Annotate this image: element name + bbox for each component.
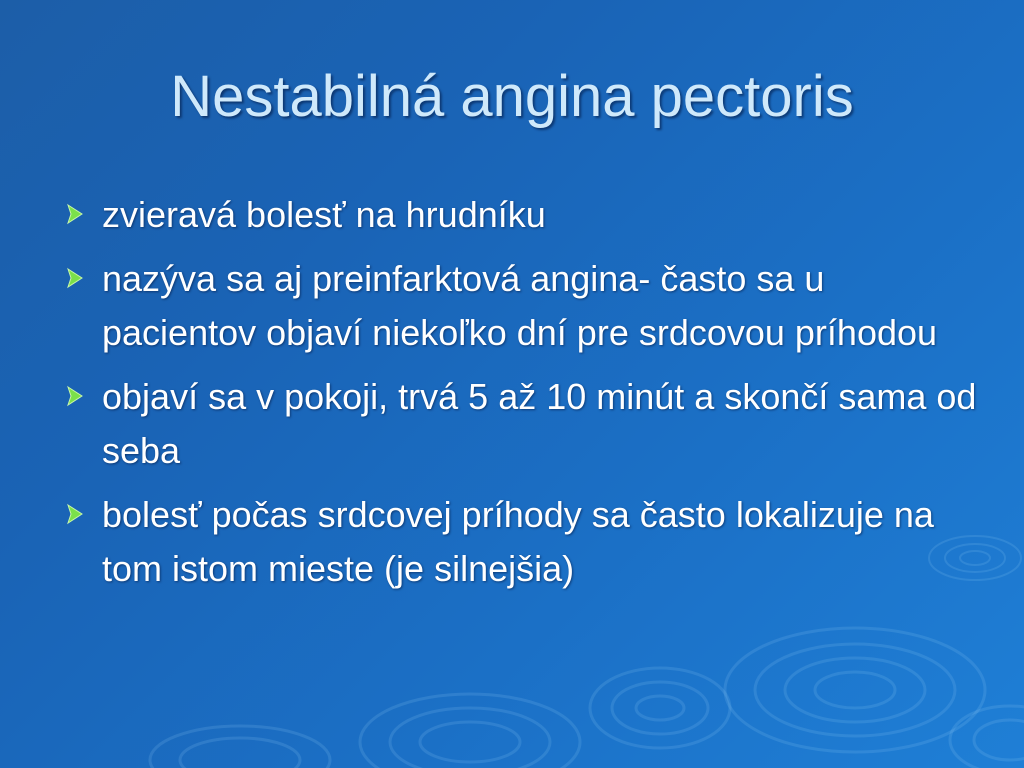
bullet-item [62,252,982,360]
arrow-right-icon [62,383,88,409]
arrow-right-icon [62,265,88,291]
bullet-text: zvieravá bolesť na hrudníku [102,194,546,235]
bullet-text: nazýva sa aj preinfarktová angina- často sa u pacientov objaví niekoľko dní pre srdcovou príhodou [102,258,938,353]
bullet-item [62,488,982,596]
bullet-item [62,188,982,242]
arrow-right-icon [62,501,88,527]
slide-title: Nestabilná angina pectoris [170,64,854,129]
bullet-text: objaví sa v pokoji, trvá 5 až 10 minút a skončí sama od seba [102,376,977,471]
bullet-text: bolesť počas srdcovej príhody sa často lokalizuje na tom istom mieste (je silnejšia) [102,494,934,589]
bullet-item [62,370,982,478]
arrow-right-icon [62,201,88,227]
bullet-list [62,188,982,606]
